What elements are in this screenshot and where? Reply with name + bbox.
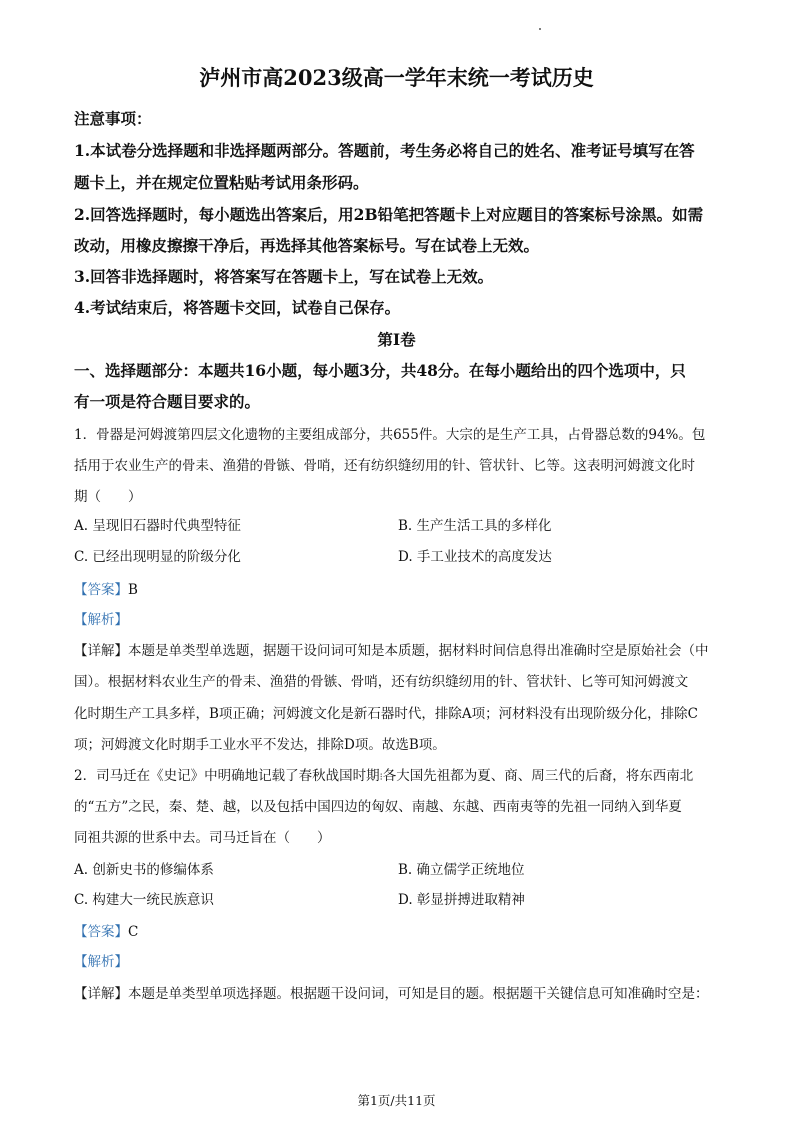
section-heading: 一、选择题部分：本题共16小题，每小题3分，共48分。在每小题给出的四个选项中，只 [74, 361, 686, 380]
q1-analysis [74, 608, 128, 628]
q2-option-b: B. 确立儒学正统地位 [398, 862, 525, 878]
q1-detail-line: 国）。根据材料农业生产的骨耒、渔猎的骨镞、骨哨，还有纺织缝纫用的针、管状针、匕等可知河姆渡文 [74, 674, 689, 690]
volume-heading: 第Ⅰ卷 [377, 330, 416, 349]
q1-answer [74, 578, 138, 598]
q2-option-a: A. 创新史书的修编体系 [74, 862, 214, 878]
analysis-label: 【解析】 [74, 612, 128, 628]
analysis-label: 【解析】 [74, 954, 128, 970]
notice-line: 3.回答非选择题时，将答案写在答题卡上，写在试卷上无效。 [74, 267, 494, 286]
q1-detail-line: 项；河姆渡文化时期手工业水平不发达，排除D项。故选B项。 [74, 737, 446, 753]
q2-option-d: D. 彰显拼搏进取精神 [398, 892, 525, 908]
answer-label: 【答案】 [74, 582, 128, 598]
detail-label: 【详解】 [74, 986, 128, 1002]
q1-answer-value: B [128, 582, 138, 598]
notice-line: 改动，用橡皮擦擦干净后，再选择其他答案标号。写在试卷上无效。 [74, 236, 540, 255]
q2-stem-part: 各大国先祖都为夏、商、周三代的后裔，将东西南北 [382, 768, 694, 784]
detail-label: 【详解】 [74, 643, 128, 659]
scan-mark: ⁝ [379, 772, 383, 783]
section-heading: 有一项是符合题目要求的。 [74, 392, 261, 411]
q1-option-a: A. 呈现旧石器时代典型特征 [74, 518, 241, 534]
q2-stem-line: 的“五方”之民，秦、楚、越，以及包括中国四边的匈奴、南越、东越、西南夷等的先祖一同纳入到华夏 [74, 799, 682, 815]
notice-line: 1.本试卷分选择题和非选择题两部分。答题前，考生务必将自己的姓名、准考证号填写在答 [74, 141, 695, 160]
q2-answer [74, 920, 138, 940]
q2-answer-value: C [128, 924, 139, 940]
q1-option-b: B. 生产生活工具的多样化 [398, 518, 552, 534]
q2-analysis [74, 950, 128, 970]
notice-heading: 注意事项： [74, 109, 152, 128]
q2-stem-line [74, 764, 693, 784]
notice-line: 2.回答选择题时，每小题选出答案后，用2B铅笔把答题卡上对应题目的答案标号涂黑。如需 [74, 205, 704, 224]
q1-stem-line: 期（ ） [74, 489, 142, 505]
page-title: 泸州市高2023级高一学年末统一考试历史 [199, 65, 594, 90]
answer-label: 【答案】 [74, 924, 128, 940]
scan-dot [539, 28, 541, 30]
notice-line: 4.考试结束后，将答题卡交回，试卷自己保存。 [74, 298, 401, 317]
q1-detail-line [74, 639, 709, 659]
notice-line: 题卡上，并在规定位置粘贴考试用条形码。 [74, 173, 369, 192]
q2-stem-line: 同祖共源的世系中去。司马迁旨在（ ） [74, 830, 331, 846]
q1-detail-line: 化时期生产工具多样，B项正确；河姆渡文化是新石器时代，排除A项；河材料没有出现阶级分化，排除C [74, 706, 698, 722]
q1-option-d: D. 手工业技术的高度发达 [398, 549, 552, 565]
q1-detail-text: 本题是单类型单选题，据题干设问词可知是本质题，据材料时间信息得出准确时空是原始社会（中 [128, 643, 709, 659]
q2-option-c: C. 构建大一统民族意识 [74, 892, 214, 908]
q2-detail-line [74, 982, 709, 1002]
page-footer: 第1页/共11页 [357, 1093, 436, 1108]
q2-detail-text: 本题是单类型单项选择题。根据题干设问词，可知是目的题。根据题干关键信息可知准确时空是： [128, 986, 709, 1002]
q1-stem-line: 括用于农业生产的骨耒、渔猎的骨镞、骨哨，还有纺织缝纫用的针、管状针、匕等。这表明河姆渡文化时 [74, 458, 695, 474]
q1-option-c: C. 已经出现明显的阶级分化 [74, 549, 241, 565]
q2-stem-part: 2．司马迁在《史记》中明确地记载了春秋战国时期 [74, 768, 380, 784]
q1-stem-line: 1．骨器是河姆渡第四层文化遗物的主要组成部分，共655件。大宗的是生产工具，占骨器总数的94%。包 [74, 427, 706, 443]
